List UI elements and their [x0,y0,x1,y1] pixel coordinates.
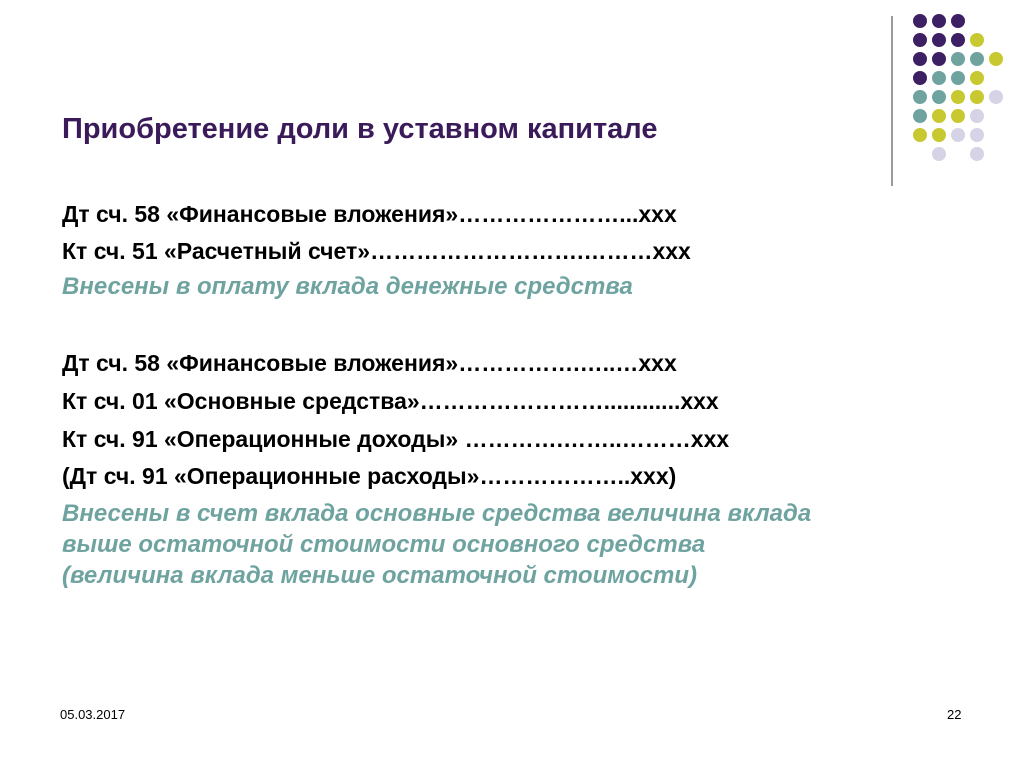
decorative-dot [932,71,946,85]
entry-line-debit-91: (Дт сч. 91 «Операционные расходы»………………..ххх) [62,463,677,489]
decorative-dot [989,52,1003,66]
decorative-dot [951,52,965,66]
decorative-dot [970,109,984,123]
entry-note-assets-line3: (величина вклада меньше остаточной стоимости) [62,562,697,589]
decorative-divider [891,16,893,186]
decorative-dot [913,33,927,47]
decorative-dot [932,90,946,104]
entry-note-assets-line2: выше остаточной стоимости основного средства [62,531,706,558]
decorative-dot [970,90,984,104]
decorative-dot [913,52,927,66]
entry-note-assets-line1: Внесены в счет вклада основные средства величина вклада [62,500,812,527]
entry-line-credit-91: Кт сч. 91 «Операционные доходы» ………….……..………ххх [62,426,730,452]
decorative-dot [951,90,965,104]
decorative-dot [951,14,965,28]
decorative-dot [970,147,984,161]
footer-date: 05.03.2017 [60,707,126,722]
decorative-dot [932,14,946,28]
decorative-dot [913,90,927,104]
decorative-dot [970,128,984,142]
decorative-dot [913,109,927,123]
entry-line-credit-01: Кт сч. 01 «Основные средства»……………………............ххх [62,388,719,414]
entry-line-debit-58-assets: Дт сч. 58 «Финансовые вложения»…………….…..…ххх [62,350,677,376]
entry-line-credit-51: Кт сч. 51 «Расчетный счет»……………………….………ххх [62,238,691,264]
decorative-dot [970,71,984,85]
decorative-dot [913,128,927,142]
decorative-dot [970,52,984,66]
footer-page-number: 22 [947,707,962,722]
decorative-dot [913,14,927,28]
decorative-dot [932,147,946,161]
decorative-dot [951,71,965,85]
decorative-dot [989,90,1003,104]
entry-line-debit-58: Дт сч. 58 «Финансовые вложения»…………………...ххх [62,201,677,227]
decorative-dot [932,52,946,66]
decorative-dot [932,128,946,142]
slide-title: Приобретение доли в уставном капитале [62,113,658,145]
decorative-dot [951,128,965,142]
decorative-dot [913,71,927,85]
entry-note-cash: Внесены в оплату вклада денежные средства [62,273,633,300]
decorative-dot [970,33,984,47]
decorative-dot [951,33,965,47]
decorative-dot [932,109,946,123]
decorative-dot [932,33,946,47]
decorative-dot [951,109,965,123]
